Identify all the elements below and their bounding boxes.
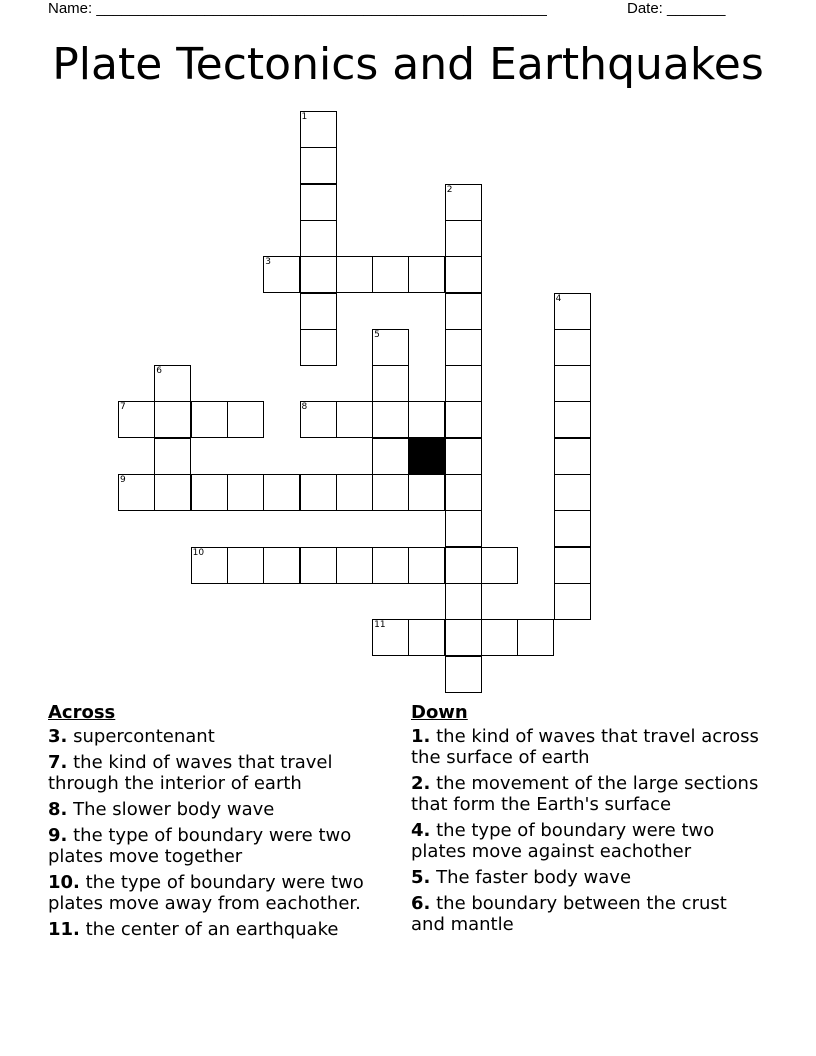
clue-number: 7 bbox=[120, 402, 126, 413]
clue-text: the kind of waves that travel through the interior of earth bbox=[48, 752, 333, 794]
crossword-cell[interactable] bbox=[300, 293, 337, 330]
clue-number: 2 bbox=[446, 184, 453, 195]
clue-number-label: 2. bbox=[411, 773, 431, 794]
crossword-cell[interactable] bbox=[554, 583, 591, 620]
crossword-cell[interactable] bbox=[300, 111, 337, 148]
crossword-cell[interactable] bbox=[445, 438, 482, 475]
clue-number-label: 4. bbox=[411, 820, 431, 841]
clue-number: 11 bbox=[374, 620, 386, 631]
down-clue bbox=[411, 820, 761, 862]
crossword-cell[interactable] bbox=[372, 365, 409, 402]
clue-number: 4 bbox=[555, 293, 562, 304]
crossword-cell[interactable] bbox=[336, 474, 373, 511]
clue-text: supercontenant bbox=[73, 726, 215, 747]
crossword-cell[interactable] bbox=[372, 329, 409, 366]
clue-text: the type of boundary were two plates move against eachother bbox=[411, 820, 715, 862]
across-heading: Across bbox=[48, 702, 116, 723]
crossword-cell[interactable] bbox=[372, 619, 409, 656]
clue-text: The slower body wave bbox=[73, 799, 275, 820]
clue-number: 3 bbox=[265, 257, 271, 268]
clue-number: 8 bbox=[301, 402, 308, 413]
crossword-cell[interactable] bbox=[336, 401, 373, 438]
clue-number: 5 bbox=[374, 329, 380, 340]
clue-text: the center of an earthquake bbox=[85, 919, 339, 940]
across-clue bbox=[48, 919, 398, 940]
clue-text: the movement of the large sections that form the Earth's surface bbox=[411, 773, 759, 815]
crossword-cell[interactable] bbox=[408, 547, 445, 584]
crossword-cell[interactable] bbox=[408, 474, 445, 511]
crossword-cell[interactable] bbox=[154, 365, 191, 402]
crossword-cell[interactable] bbox=[300, 329, 337, 366]
clue-number-label: 8. bbox=[48, 799, 68, 820]
clue-number-label: 6. bbox=[411, 893, 431, 914]
clue-text: the boundary between the crust and mantle bbox=[411, 893, 727, 935]
clue-number-label: 5. bbox=[411, 867, 431, 888]
crossword-cell[interactable] bbox=[300, 147, 337, 184]
clue-number-label: 10. bbox=[48, 872, 80, 893]
crossword-cell[interactable] bbox=[554, 510, 591, 547]
crossword-cell[interactable] bbox=[300, 256, 337, 293]
page-title: Plate Tectonics and Earthquakes bbox=[52, 39, 764, 90]
crossword-cell[interactable] bbox=[227, 474, 264, 511]
crossword-cell[interactable] bbox=[300, 474, 337, 511]
crossword-cell[interactable] bbox=[445, 365, 482, 402]
clue-number-label: 1. bbox=[411, 726, 431, 747]
crossword-cell[interactable] bbox=[554, 547, 591, 584]
crossword-cell[interactable] bbox=[408, 401, 445, 438]
crossword-cell[interactable] bbox=[191, 547, 228, 584]
down-clue bbox=[411, 893, 761, 935]
down-heading: Down bbox=[411, 702, 468, 723]
across-clue bbox=[48, 726, 398, 747]
crossword-cell[interactable] bbox=[191, 474, 228, 511]
crossword-cell[interactable] bbox=[445, 656, 482, 693]
crossword-cell[interactable] bbox=[445, 256, 482, 293]
crossword-cell[interactable] bbox=[554, 329, 591, 366]
across-clue bbox=[48, 799, 398, 820]
clue-text: the kind of waves that travel across the surface of earth bbox=[411, 726, 759, 768]
clue-number: 6 bbox=[156, 366, 163, 377]
across-clue bbox=[48, 872, 398, 914]
down-clue bbox=[411, 773, 761, 815]
crossword-cell[interactable] bbox=[227, 547, 264, 584]
crossword-cell[interactable] bbox=[372, 547, 409, 584]
crossword-cell[interactable] bbox=[445, 510, 482, 547]
crossword-cell[interactable] bbox=[372, 438, 409, 475]
crossword-cell[interactable] bbox=[372, 256, 409, 293]
crossword-cell[interactable] bbox=[554, 438, 591, 475]
across-clue bbox=[48, 752, 398, 794]
crossword-cell[interactable] bbox=[263, 547, 300, 584]
crossword-cell[interactable] bbox=[554, 401, 591, 438]
crossword-cell[interactable] bbox=[445, 583, 482, 620]
down-clue bbox=[411, 867, 761, 888]
date-field: Date: _______ bbox=[627, 0, 726, 17]
crossword-cell[interactable] bbox=[554, 293, 591, 330]
crossword-cell[interactable] bbox=[408, 619, 445, 656]
crossword-cell[interactable] bbox=[554, 474, 591, 511]
clue-number: 10 bbox=[192, 547, 205, 558]
crossword-cell[interactable] bbox=[191, 401, 228, 438]
crossword-cell[interactable] bbox=[227, 401, 264, 438]
clue-text: the type of boundary were two plates move away from eachother. bbox=[48, 872, 364, 914]
clue-number-label: 9. bbox=[48, 825, 68, 846]
clue-text: The faster body wave bbox=[436, 867, 632, 888]
crossword-cell[interactable] bbox=[372, 401, 409, 438]
crossword-cell[interactable] bbox=[154, 438, 191, 475]
crossword-cell[interactable] bbox=[445, 293, 482, 330]
crossword-black-cell bbox=[408, 438, 445, 475]
clue-number-label: 3. bbox=[48, 726, 68, 747]
crossword-cell[interactable] bbox=[300, 401, 337, 438]
crossword-cell[interactable] bbox=[300, 220, 337, 257]
down-clue bbox=[411, 726, 761, 768]
crossword-cell[interactable] bbox=[445, 547, 482, 584]
clue-number: 1 bbox=[301, 112, 308, 122]
crossword-cell[interactable] bbox=[336, 256, 373, 293]
crossword-cell[interactable] bbox=[445, 619, 482, 656]
clue-text: the type of boundary were two plates move together bbox=[48, 825, 352, 867]
crossword-cell[interactable] bbox=[336, 547, 373, 584]
name-field: Name: ______________________________________________________ bbox=[48, 0, 547, 17]
crossword-cell[interactable] bbox=[300, 547, 337, 584]
crossword-cell[interactable] bbox=[118, 474, 155, 511]
crossword-cell[interactable] bbox=[263, 256, 300, 293]
crossword-cell[interactable] bbox=[263, 474, 300, 511]
clue-number-label: 7. bbox=[48, 752, 68, 773]
clue-number: 9 bbox=[120, 475, 126, 485]
crossword-cell[interactable] bbox=[445, 329, 482, 366]
down-clues bbox=[411, 702, 761, 940]
crossword-cell[interactable] bbox=[445, 401, 482, 438]
crossword-cell[interactable] bbox=[154, 401, 191, 438]
across-clues bbox=[48, 702, 398, 945]
crossword-cell[interactable] bbox=[517, 619, 554, 656]
crossword-cell[interactable] bbox=[408, 256, 445, 293]
crossword-cell[interactable] bbox=[481, 547, 518, 584]
crossword-cell[interactable] bbox=[445, 474, 482, 511]
crossword-cell[interactable] bbox=[554, 365, 591, 402]
crossword-cell[interactable] bbox=[154, 474, 191, 511]
clue-number-label: 11. bbox=[48, 919, 80, 940]
crossword-cell[interactable] bbox=[445, 184, 482, 221]
crossword-cell[interactable] bbox=[445, 220, 482, 257]
crossword-cell[interactable] bbox=[118, 401, 155, 438]
across-clue bbox=[48, 825, 398, 867]
crossword-cell[interactable] bbox=[300, 184, 337, 221]
crossword-cell[interactable] bbox=[481, 619, 518, 656]
crossword-cell[interactable] bbox=[372, 474, 409, 511]
